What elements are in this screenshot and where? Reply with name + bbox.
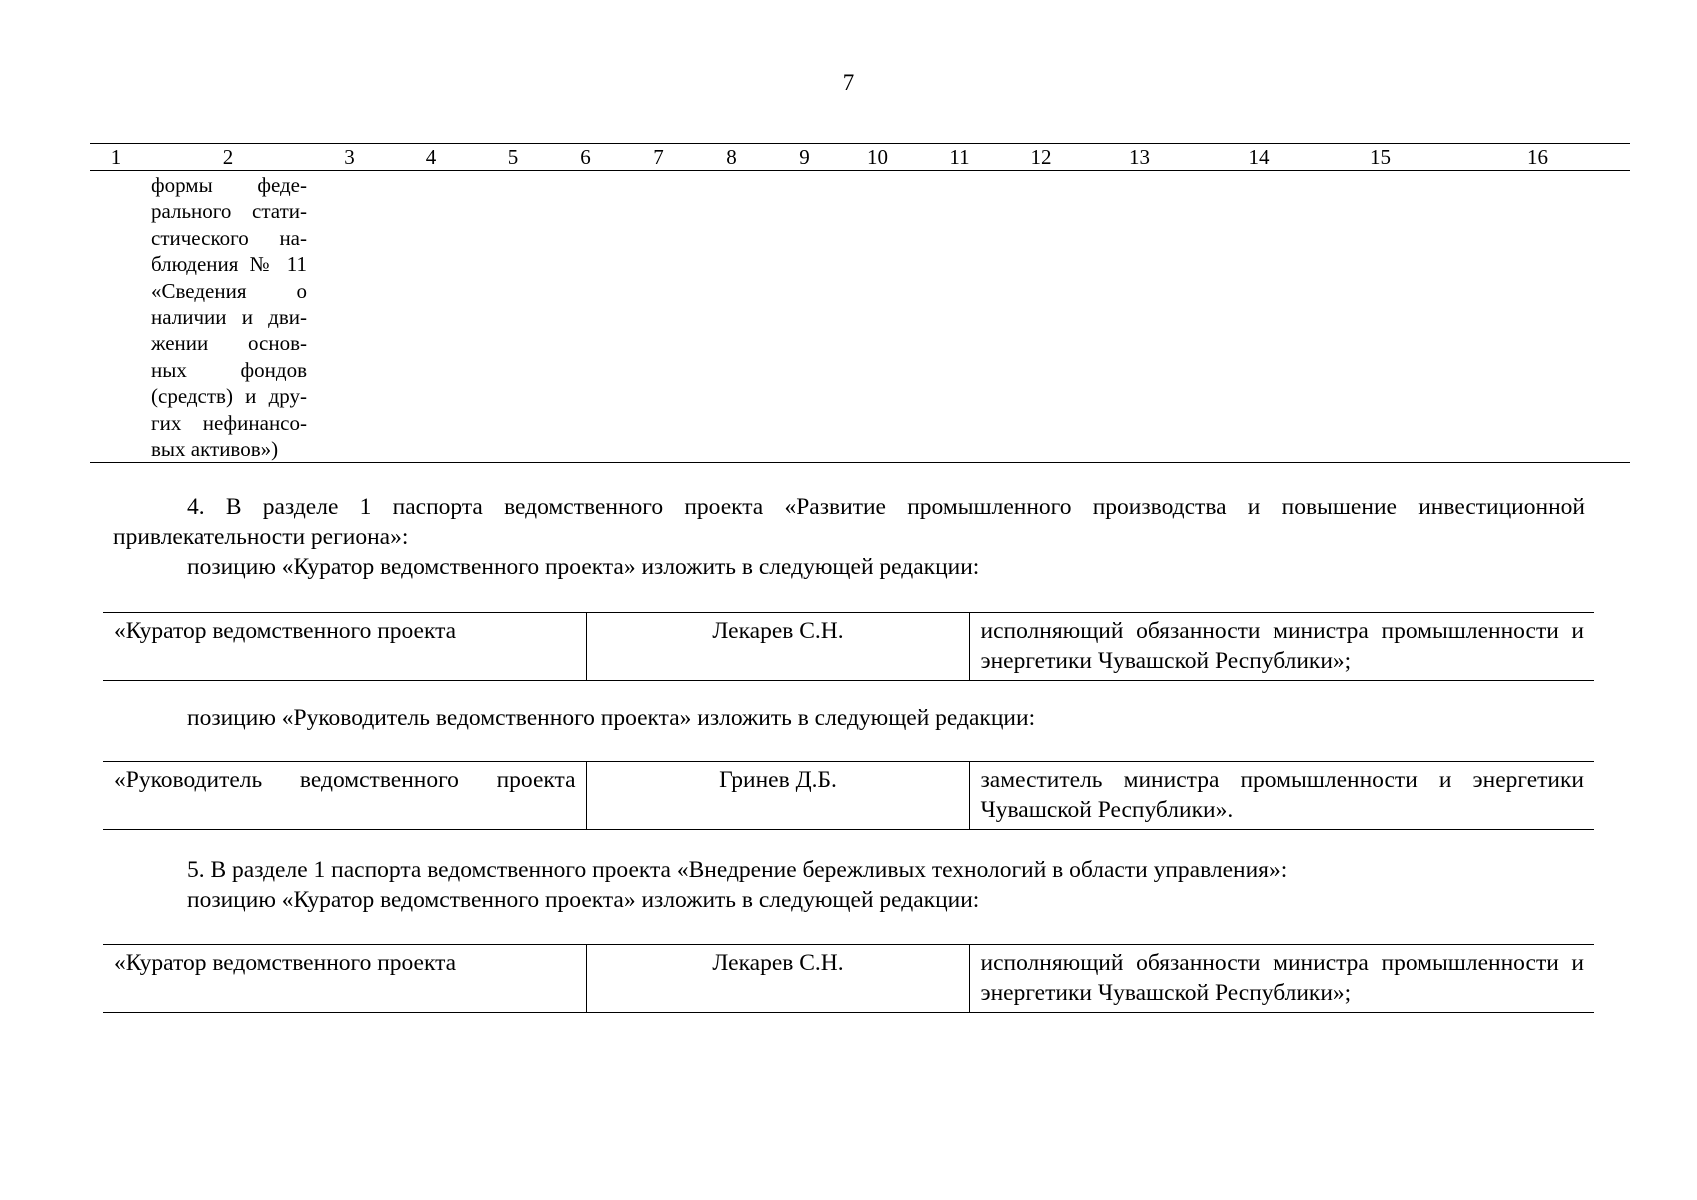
column-number: 7 bbox=[622, 144, 695, 171]
column-number: 14 bbox=[1202, 144, 1316, 171]
column-number: 13 bbox=[1077, 144, 1202, 171]
text-line: вых активов») bbox=[151, 437, 279, 462]
section4-intro-line1: 4. В разделе 1 паспорта ведомственного проекта «Развитие промышленного производства и повышение инвестиционной bbox=[187, 494, 1585, 520]
column-number: 1 bbox=[90, 144, 142, 171]
column-number: 9 bbox=[768, 144, 841, 171]
section4-head-table bbox=[103, 761, 1594, 830]
table-cell bbox=[385, 171, 477, 463]
section5-intro bbox=[113, 855, 1585, 915]
indicator-source-text bbox=[142, 171, 314, 462]
text-line: жении основ- bbox=[151, 331, 307, 356]
page-number: 7 bbox=[842, 70, 855, 95]
section5-curator-instruction: позицию «Куратор ведомственного проекта» изложить в следующей редакции: bbox=[187, 887, 980, 913]
text-line: наличии и дви- bbox=[151, 305, 307, 330]
position-cell: заместитель министра промышленности и энергетики Чувашской Республики». bbox=[969, 762, 1594, 830]
person-name-cell: Лекарев С.Н. bbox=[586, 613, 969, 681]
table-cell bbox=[1005, 171, 1077, 463]
text-line: формы феде- bbox=[151, 173, 307, 197]
section4-curator-table bbox=[103, 612, 1594, 681]
text-line: гих нефинансо- bbox=[151, 410, 307, 435]
table-cell bbox=[1445, 171, 1630, 463]
table-cell bbox=[549, 171, 622, 463]
table-cell bbox=[477, 171, 549, 463]
column-number: 2 bbox=[142, 144, 314, 171]
text-line: ных фондов bbox=[151, 357, 307, 382]
section4-head-instruction-block bbox=[113, 703, 1585, 733]
section4-head-instruction: позицию «Руководитель ведомственного проекта» изложить в следующей редакции: bbox=[187, 705, 1036, 731]
table-cell bbox=[768, 171, 841, 463]
table-cell bbox=[695, 171, 768, 463]
column-number: 15 bbox=[1316, 144, 1445, 171]
position-cell: исполняющий обязанности министра промышленности и энергетики Чувашской Республики»; bbox=[969, 945, 1594, 1013]
role-cell: «Куратор ведомственного проекта bbox=[103, 613, 586, 681]
column-number: 4 bbox=[385, 144, 477, 171]
table-cell bbox=[914, 171, 1005, 463]
column-number: 3 bbox=[314, 144, 385, 171]
person-name-cell: Гринев Д.Б. bbox=[586, 762, 969, 830]
column-number: 5 bbox=[477, 144, 549, 171]
table-header-row bbox=[90, 144, 1630, 171]
text-line: стического на- bbox=[151, 225, 307, 250]
section5-intro-line: 5. В разделе 1 паспорта ведомственного проекта «Внедрение бережливых технологий в области управления»: bbox=[187, 857, 1288, 883]
table-row bbox=[103, 613, 1594, 681]
section4-curator-instruction: позицию «Куратор ведомственного проекта» изложить в следующей редакции: bbox=[187, 554, 980, 580]
column-number: 12 bbox=[1005, 144, 1077, 171]
column-number: 10 bbox=[841, 144, 914, 171]
column-number: 6 bbox=[549, 144, 622, 171]
person-name-cell: Лекарев С.Н. bbox=[586, 945, 969, 1013]
section4-intro bbox=[113, 492, 1585, 582]
text-line: рального стати- bbox=[151, 199, 307, 224]
text-line: блюдения № 11 bbox=[151, 252, 307, 277]
indicators-table bbox=[90, 143, 1630, 463]
position-cell: исполняющий обязанности министра промышленности и энергетики Чувашской Республики»; bbox=[969, 613, 1594, 681]
section5-curator-table bbox=[103, 944, 1594, 1013]
text-line: «Сведения о bbox=[151, 278, 307, 303]
role-cell: «Руководитель ведомственного проекта bbox=[103, 762, 586, 830]
table-row bbox=[103, 762, 1594, 830]
column-number: 11 bbox=[914, 144, 1005, 171]
table-row bbox=[90, 171, 1630, 463]
role-cell: «Куратор ведомственного проекта bbox=[103, 945, 586, 1013]
table-cell bbox=[1316, 171, 1445, 463]
table-cell bbox=[841, 171, 914, 463]
table-cell bbox=[314, 171, 385, 463]
table-cell bbox=[1202, 171, 1316, 463]
text-line: (средств) и дру- bbox=[151, 384, 307, 409]
table-cell bbox=[1077, 171, 1202, 463]
column-number: 8 bbox=[695, 144, 768, 171]
table-cell bbox=[142, 171, 314, 463]
table-row bbox=[103, 945, 1594, 1013]
table-cell bbox=[90, 171, 142, 463]
table-cell bbox=[622, 171, 695, 463]
column-number: 16 bbox=[1445, 144, 1630, 171]
section4-intro-line2: привлекательности региона»: bbox=[113, 524, 409, 550]
